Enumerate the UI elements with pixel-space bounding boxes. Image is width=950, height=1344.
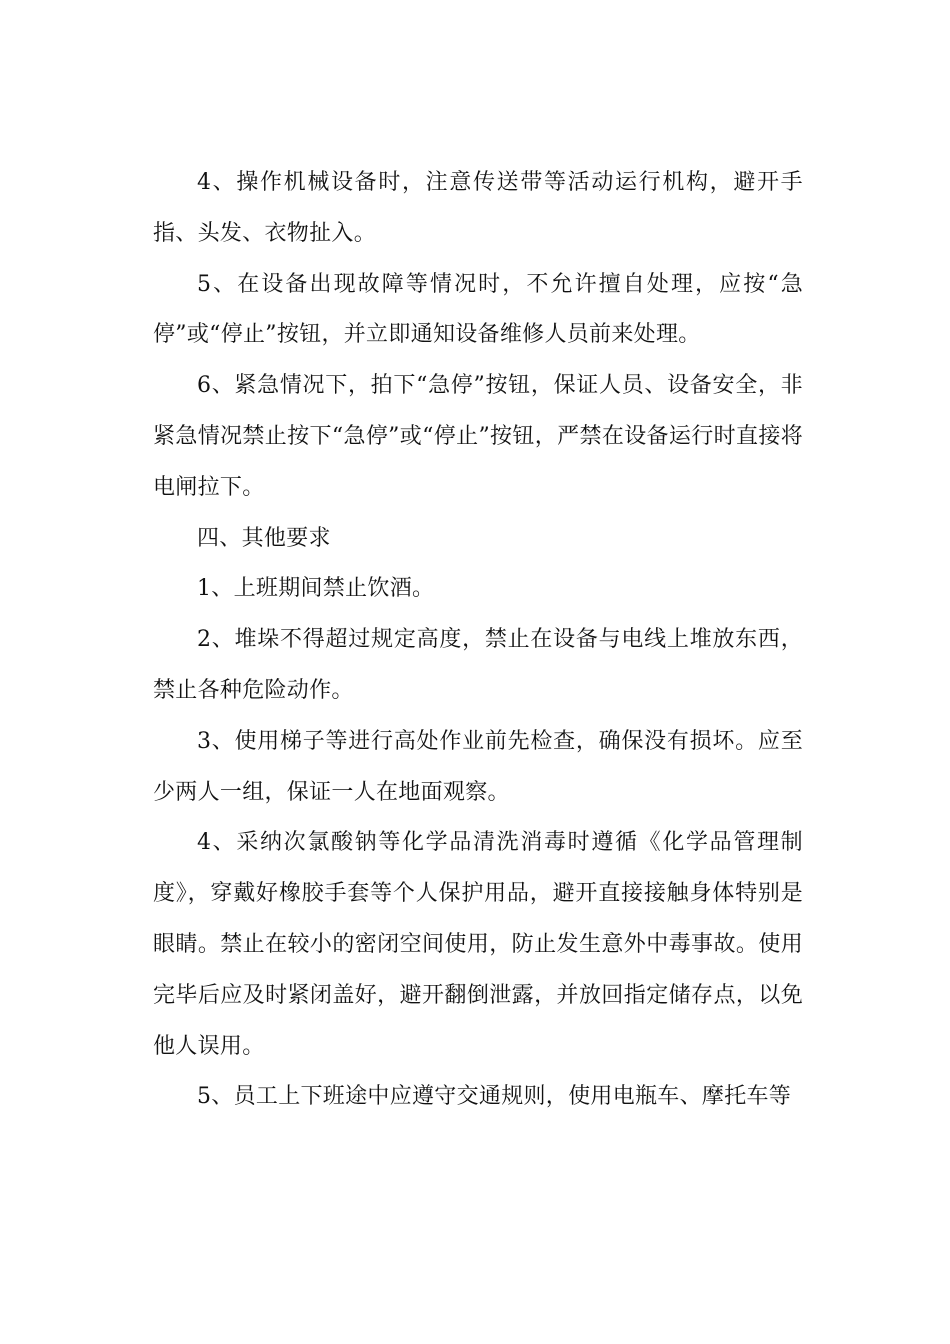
paragraph-no-drinking: 1、上班期间禁止饮酒。 [197,576,435,602]
document-body [153,158,803,1123]
paragraph-ladder-safety: 3、使用梯子等进行高处作业前先检查，确保没有损坏。应至少两人一组，保证一人在地面观察。 [153,728,803,805]
paragraph-equipment-operation: 4、操作机械设备时，注意传送带等活动运行机构，避开手指、头发、衣物扯入。 [153,170,803,246]
section-heading-other-requirements: 四、其他要求 [197,525,331,551]
paragraph-stacking-height: 2、堆垛不得超过规定高度，禁止在设备与电线上堆放东西，禁止各种危险动作。 [153,627,803,703]
paragraph-traffic-rules: 5、员工上下班途中应遵守交通规则，使用电瓶车、摩托车等 [197,1084,792,1110]
paragraph-emergency-stop: 6、紧急情况下，拍下“急停”按钮，保证人员、设备安全，非紧急情况禁止按下“急停”或“停止”按钮，严禁在设备运行时直接将电闸拉下。 [153,373,803,500]
paragraph-chemical-handling: 4、采纳次氯酸钠等化学品清洗消毒时遵循《化学品管理制度》，穿戴好橡胶手套等个人保护用品，避开直接接触身体特别是眼睛。禁止在较小的密闭空间使用，防止发生意外中毒事故。使用完毕后应及时紧闭盖好，避开翻倒泄露，并放回指定储存点，以免他人误用。 [153,830,803,1059]
paragraph-equipment-fault: 5、在设备出现故障等情况时，不允许擅自处理，应按“急停”或“停止”按钮，并立即通知设备维修人员前来处理。 [153,271,803,348]
